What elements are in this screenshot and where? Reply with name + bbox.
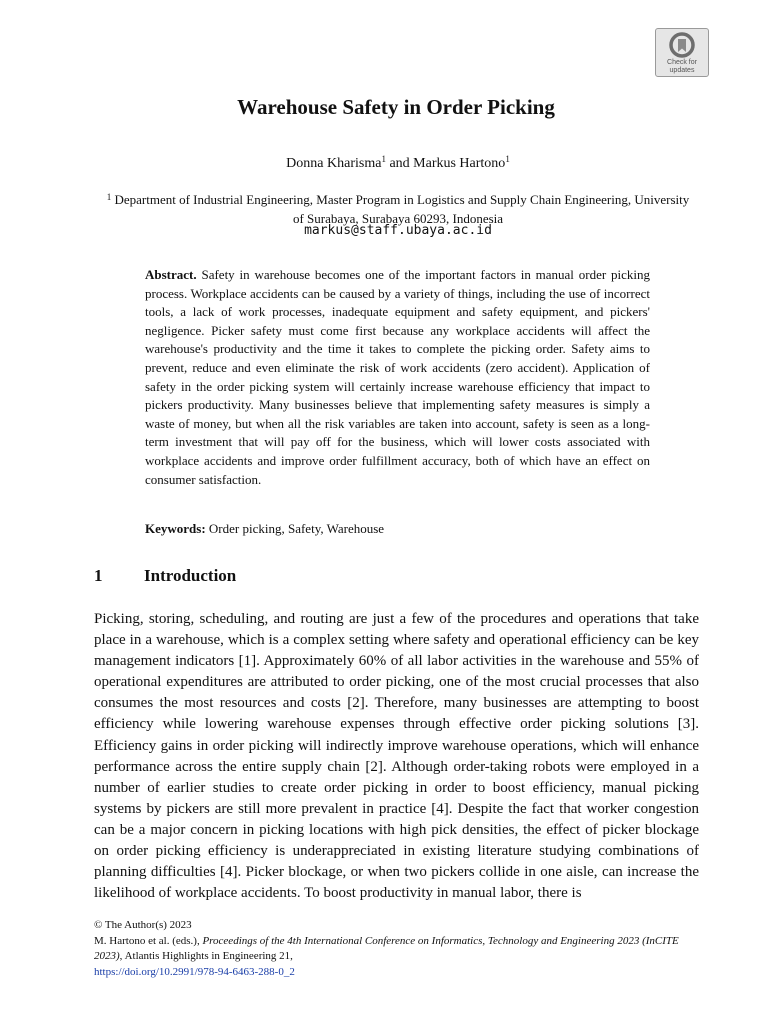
keywords-label: Keywords: xyxy=(145,521,206,536)
citation-editors: M. Hartono et al. (eds.), xyxy=(94,934,203,947)
check-for-updates-badge[interactable] xyxy=(655,28,709,77)
section-body: Picking, storing, scheduling, and routing are just a few of the procedures and operations that take place in a warehouse, which is a complex setting where safety and operational efficiency can be key management indicators [1]. Approximately 60% of all labor activities in the warehouse and 55% of operational expenditures are attributed to order picking, one of the most crucial processes that also consumes the most resources and costs [2]. Therefore, many businesses are attempting to boost efficiency while lowering warehouse expenses through effective order picking solutions [3]. Efficiency gains in order picking will indirectly improve warehouse operations, which will enhance performance across the entire supply chain [2]. Although order-taking robots were employed in a number of earlier studies to create order picking in order to boost efficiency, manual picking systems by pickers are still more prevalent in practice [4]. Despite the fact that worker congestion can be a major concern in picking locations with high pick densities, the effect of picker blockage on order picking efficiency is underappreciated in existing literature studying combinations of planning difficulties [4]. Picker blockage, or when two pickers collide in one aisle, can increase the likelihood of workplace accidents. To boost productivity in manual labor, there is xyxy=(94,611,699,902)
badge-label-line1: Check for xyxy=(667,59,697,66)
proceedings-title: Proceedings of the 4th International Conference on Informatics, Technology and Engineering 2023 (InCITE 2023) xyxy=(94,934,679,962)
section-heading xyxy=(94,566,236,586)
series-name: , Atlantis Highlights in Engineering 21, xyxy=(119,950,293,962)
copyright-line: © The Author(s) 2023 xyxy=(94,919,192,931)
abstract-label: Abstract. xyxy=(145,267,197,282)
badge-label-line2: updates xyxy=(669,67,695,74)
abstract-text: Safety in warehouse becomes one of the important factors in manual order picking process. Workplace accidents can be caused by a variety of things, including the use of incorrect tools, a lack of work processes, inadequate equipment and safety equipment, and pickers' negligence. Picker safety must come first because any workplace accidents will affect the warehouse's productivity and the time it takes to complete the picking order. Safety aims to prevent, reduce and even eliminate the risk of work accidents (zero accident). Application of safety in the order picking system will certainly increase warehouse efficiency that impact to pickers productivity. Many businesses believe that implementing safety measures is simply a waste of money, but when all the risk variables are taken into account, safety is seen as a long-term investment that will pay off for the business, which will lower costs associated with workplace accidents and improve order fulfillment accuracy, both of which have an effect on consumer satisfaction. xyxy=(145,267,650,487)
citation-line xyxy=(94,934,694,965)
author-email[interactable]: markus@staff.ubaya.ac.id xyxy=(304,223,492,238)
section-title: Introduction xyxy=(144,566,237,585)
affiliation-marker: 1 xyxy=(505,154,510,164)
bookmark-ring-icon xyxy=(669,32,695,58)
author-separator: and xyxy=(385,156,414,171)
affiliation-marker: 1 xyxy=(106,192,112,202)
keywords xyxy=(145,520,650,538)
author-name: Markus Hartono xyxy=(413,156,506,171)
footer xyxy=(94,918,694,980)
affiliation-marker: 1 xyxy=(381,154,386,164)
keywords-text: Order picking, Safety, Warehouse xyxy=(205,521,385,536)
author-name: Donna Kharisma xyxy=(286,156,382,171)
author-line xyxy=(0,156,768,172)
affiliation-text: Department of Industrial Engineering, Master Program in Logistics and Supply Chain Engineering, University of Surabaya, Surabaya 60293, Indonesia xyxy=(111,192,690,226)
abstract xyxy=(145,266,650,489)
section-number: 1 xyxy=(94,566,103,585)
doi-link[interactable]: https://doi.org/10.2991/978-94-6463-288-0_2 xyxy=(94,965,295,978)
paper-title: Warehouse Safety in Order Picking xyxy=(237,95,555,119)
